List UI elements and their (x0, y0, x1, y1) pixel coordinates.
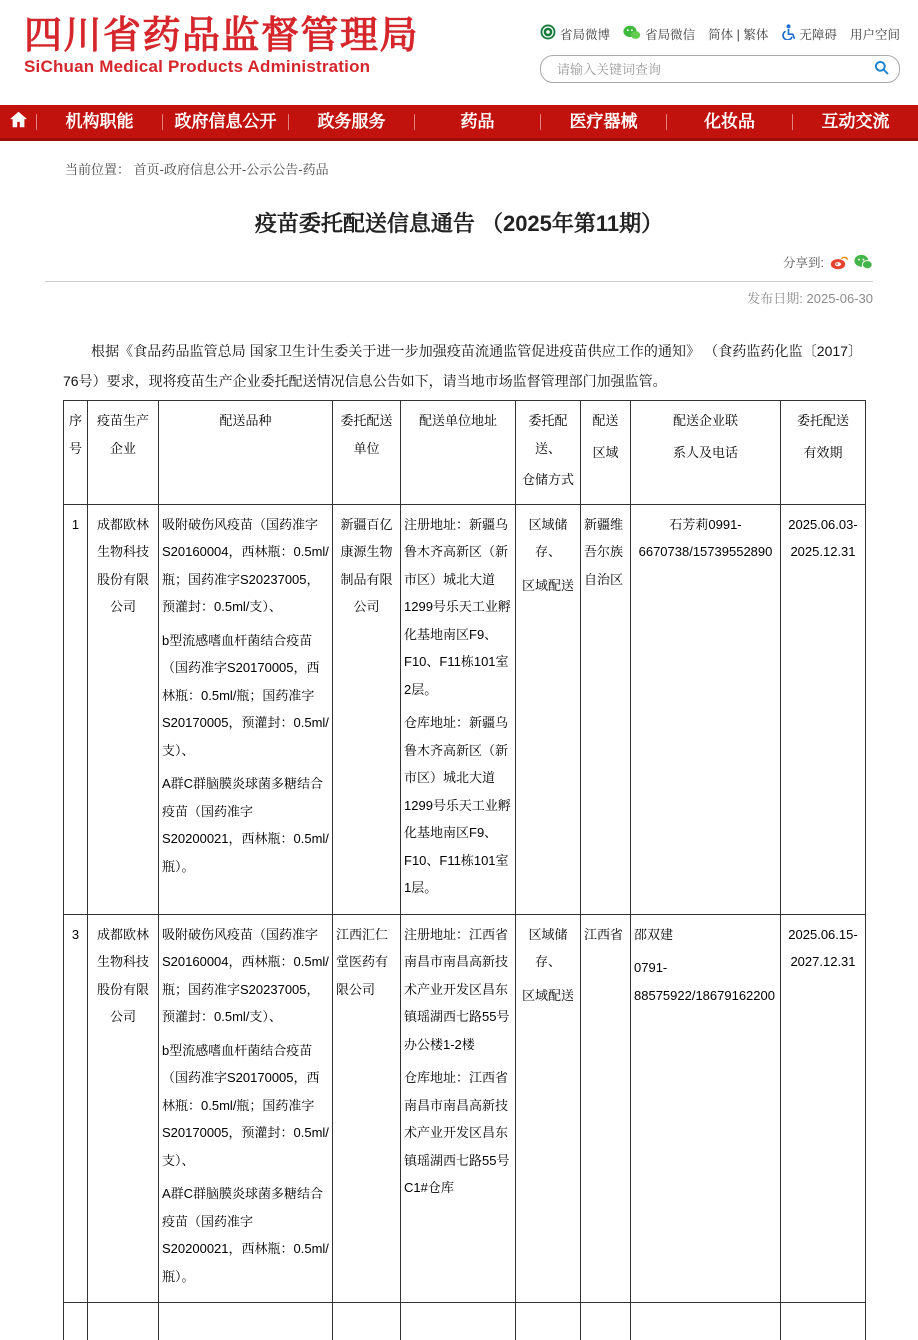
wechat-badge-icon (623, 25, 641, 43)
table-cell (159, 1303, 333, 1340)
table-cell: 区域储存、 区域配送 (516, 914, 581, 1303)
table-cell: 2025.06.15-2027.12.31 (781, 914, 866, 1303)
share-wechat-icon[interactable] (854, 254, 873, 270)
search-button[interactable] (874, 60, 889, 78)
table-header-cell: 委托配送 有效期 (781, 401, 866, 505)
nav-item-yiliaoqixie[interactable]: 医疗器械 (569, 112, 638, 131)
nav-item-yaopin[interactable]: 药品 (460, 112, 495, 131)
link-weibo[interactable] (540, 24, 610, 43)
nav-item-huazhuangpin[interactable]: 化妆品 (704, 112, 755, 131)
weibo-badge-icon (540, 24, 556, 43)
table-header-cell: 委托配送单位 (333, 401, 401, 505)
accessibility-icon (781, 24, 795, 43)
header-right (540, 24, 900, 83)
table-cell (781, 1303, 866, 1340)
main-nav (0, 105, 918, 141)
table-cell (581, 1303, 631, 1340)
intro-paragraph: 根据《食品药品监管总局 国家卫生计生委关于进一步加强疫苗流通监管促进疫苗供应工作的通知》 （食药监药化监〔2017〕76号）要求，现将疫苗生产企业委托配送情况信息公告如下，请当地市场监督管理部门加强监管。 (63, 343, 855, 389)
table-cell: 吸附破伤风疫苗（国药准字S20160004，西林瓶：0.5ml/瓶；国药准字S20237005，预灌封：0.5ml/支）、 b型流感嗜血杆菌结合疫苗（国药准字S20170005，西林瓶：0.5ml/瓶；国药准字S20170005，预灌封：0.5ml/支）、 A群C群脑膜炎球菌多糖结合疫苗（国药准字S20200021，西林瓶：0.5ml/瓶）。 (159, 914, 333, 1303)
top-links (540, 24, 900, 43)
table-row (64, 504, 866, 914)
table-cell: 1 (64, 504, 88, 914)
table-cell: 注册地址：江西省南昌市南昌高新技术产业开发区昌东镇瑶湖西七路55号办公楼1-2楼 仓库地址：江西省南昌市南昌高新技术产业开发区昌东镇瑶湖西七路55号C1#仓库 (401, 914, 516, 1303)
link-user-space[interactable] (850, 25, 900, 43)
table-header-cell: 配送单位地址 (401, 401, 516, 505)
table-cell (516, 1303, 581, 1340)
table-cell: 注册地址：新疆乌鲁木齐高新区（新市区）城北大道1299号乐天工业孵化基地南区F9、F10、F11栋101室2层。 仓库地址：新疆乌鲁木齐高新区（新市区）城北大道1299号乐天工业孵化基地南区F9、F10、F11栋101室1层。 (401, 504, 516, 914)
search-box (540, 55, 900, 83)
table-cell: 江西汇仁堂医药有限公司 (333, 914, 401, 1303)
link-label: 用户空间 (849, 27, 900, 42)
share-weibo-icon[interactable] (830, 254, 848, 270)
table-cell: 成都欧林生物科技股份有限公司 (88, 504, 159, 914)
publish-date (45, 290, 873, 308)
share-row (45, 253, 873, 271)
link-wechat[interactable] (623, 25, 695, 43)
table-header-cell: 配送企业联 系人及电话 (631, 401, 781, 505)
table-header-cell: 委托配送、 仓储方式 (516, 401, 581, 505)
table-cell (88, 1303, 159, 1340)
table-cell (333, 1303, 401, 1340)
table-cell: 石芳莉0991-6670738/15739552890 (631, 504, 781, 914)
nav-item-jigouzhineng[interactable]: 机构职能 (65, 112, 134, 131)
table-row (64, 1303, 866, 1340)
table-header-cell: 序号 (64, 401, 88, 505)
table-cell: 邵双建 0791-88575922/18679162200 (631, 914, 781, 1303)
table-row (64, 914, 866, 1303)
table-cell (64, 1303, 88, 1340)
link-label: 省局微信 (645, 27, 696, 42)
breadcrumb-path[interactable]: 首页-政府信息公开-公示公告-药品 (133, 162, 329, 177)
nav-item-zhengwufuwu[interactable]: 政务服务 (317, 112, 386, 131)
table-header-cell: 疫苗生产企业 (88, 401, 159, 505)
notice-table (63, 400, 866, 1340)
logo-title: 四川省药品监督管理局 (24, 15, 420, 57)
nav-home[interactable] (0, 111, 36, 133)
link-simplified-traditional[interactable] (708, 25, 768, 43)
share-label: 分享到: (783, 256, 824, 270)
link-label: 无障碍 (799, 27, 837, 42)
article (0, 209, 918, 1340)
title-divider (45, 281, 873, 282)
search-icon (874, 60, 889, 78)
breadcrumb-label: 当前位置： (65, 162, 131, 177)
site-logo[interactable] (24, 16, 419, 77)
table-cell: 新疆百亿康源生物制品有限公司 (333, 504, 401, 914)
publish-date-value: 2025-06-30 (806, 291, 873, 306)
search-input[interactable] (555, 61, 874, 78)
nav-item-hudongjiaoliu[interactable]: 互动交流 (821, 112, 890, 131)
home-icon (9, 111, 28, 133)
publish-date-label: 发布日期: (747, 291, 803, 306)
link-accessibility[interactable] (781, 24, 837, 43)
breadcrumb (65, 161, 918, 179)
table-cell (631, 1303, 781, 1340)
table-header-cell: 配送 区域 (581, 401, 631, 505)
table-cell: 新疆维吾尔族自治区 (581, 504, 631, 914)
table-cell: 吸附破伤风疫苗（国药准字S20160004，西林瓶：0.5ml/瓶；国药准字S20237005，预灌封：0.5ml/支）、 b型流感嗜血杆菌结合疫苗（国药准字S20170005，西林瓶：0.5ml/瓶；国药准字S20170005，预灌封：0.5ml/支）、 A群C群脑膜炎球菌多糖结合疫苗（国药准字S20200021，西林瓶：0.5ml/瓶）。 (159, 504, 333, 914)
table-cell: 区域储存、 区域配送 (516, 504, 581, 914)
table-header-cell: 配送品种 (159, 401, 333, 505)
table-cell: 2025.06.03-2025.12.31 (781, 504, 866, 914)
site-header (0, 0, 918, 105)
table-cell: 江西省 (581, 914, 631, 1303)
table-cell: 3 (64, 914, 88, 1303)
link-label: 简体 | 繁体 (708, 27, 769, 42)
link-label: 省局微博 (560, 27, 611, 42)
table-body (64, 504, 866, 1340)
nav-item-zhengfuxinxigongkai[interactable]: 政府信息公开 (174, 112, 277, 131)
table-cell: 成都欧林生物科技股份有限公司 (88, 914, 159, 1303)
page-title: 疫苗委托配送信息通告 （2025年第11期） (254, 211, 664, 236)
logo-subtitle: SiChuan Medical Products Administration (24, 57, 371, 76)
table-head (64, 401, 866, 505)
table-cell (401, 1303, 516, 1340)
